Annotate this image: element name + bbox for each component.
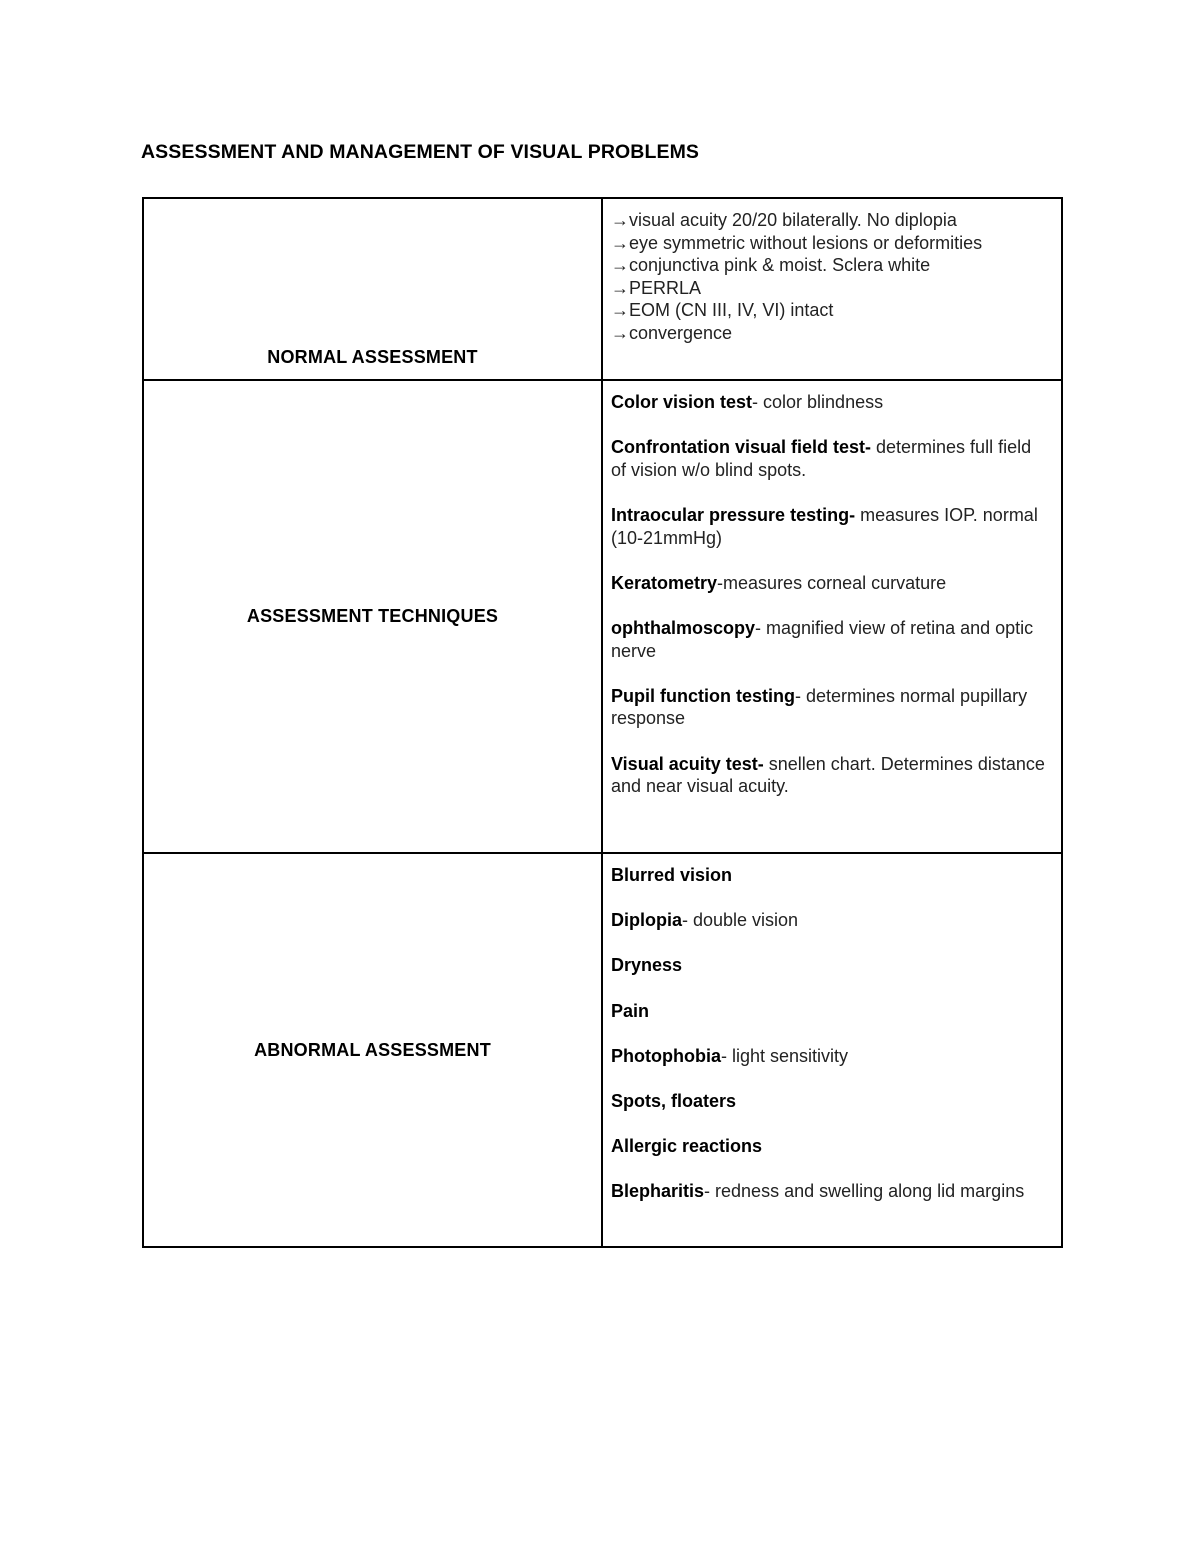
technique-term: Color vision test bbox=[611, 392, 753, 412]
technique-description: - color blindness bbox=[752, 392, 884, 412]
list-item bbox=[611, 504, 1051, 549]
symptom-term: Pain bbox=[611, 1000, 650, 1021]
technique-term: Intraocular pressure testing- bbox=[611, 504, 856, 525]
abnormal-assessment-label: ABNORMAL ASSESSMENT bbox=[143, 853, 602, 1247]
technique-description: snellen chart. Determines distance and near visual acuity. bbox=[611, 753, 1045, 797]
list-item bbox=[611, 753, 1051, 798]
assessment-techniques-content bbox=[602, 380, 1062, 853]
symptom-term: Spots, floaters bbox=[611, 1090, 737, 1111]
abnormal-assessment-content bbox=[602, 853, 1062, 1247]
list-item: →eye symmetric without lesions or deformities bbox=[611, 232, 983, 253]
symptom-term: Allergic reactions bbox=[611, 1136, 763, 1157]
list-item bbox=[611, 617, 1051, 662]
list-item: →PERRLA bbox=[611, 277, 702, 298]
list-item bbox=[611, 1000, 1051, 1023]
technique-description: -measures corneal curvature bbox=[717, 572, 947, 593]
list-item bbox=[611, 1090, 1051, 1113]
list-item bbox=[611, 436, 1051, 481]
technique-term: Visual acuity test- bbox=[611, 753, 764, 774]
list-item: →EOM (CN III, IV, VI) intact bbox=[611, 300, 834, 321]
assessment-table bbox=[142, 197, 1063, 1248]
document-title: ASSESSMENT AND MANAGEMENT OF VISUAL PROBLEMS bbox=[141, 141, 700, 163]
list-item bbox=[611, 391, 1051, 414]
technique-description: determines full field of vision w/o blind spots. bbox=[611, 437, 1032, 480]
table-row bbox=[143, 198, 1062, 380]
normal-assessment-label: NORMAL ASSESSMENT bbox=[143, 198, 602, 380]
symptom-term: Blurred vision bbox=[611, 865, 733, 885]
list-item bbox=[611, 864, 1051, 887]
technique-description: - determines normal pupillary response bbox=[611, 685, 1028, 729]
symptom-term: Photophobia bbox=[611, 1045, 721, 1066]
assessment-techniques-label: ASSESSMENT TECHNIQUES bbox=[143, 380, 602, 853]
symptom-term: Blepharitis bbox=[611, 1181, 705, 1202]
list-item: →conjunctiva pink & moist. Sclera white bbox=[611, 255, 931, 276]
list-item: →convergence bbox=[611, 322, 733, 343]
list-item bbox=[611, 1180, 1051, 1203]
technique-description: measures IOP. normal (10-21mmHg) bbox=[611, 504, 1038, 548]
technique-term: Keratometry bbox=[611, 572, 718, 593]
list-item: →visual acuity 20/20 bilaterally. No diplopia bbox=[611, 210, 957, 230]
normal-assessment-content bbox=[602, 198, 1062, 380]
table-row bbox=[143, 853, 1062, 1247]
symptom-description: - double vision bbox=[682, 910, 799, 931]
list-item bbox=[611, 1135, 1051, 1158]
list-item bbox=[611, 954, 1051, 977]
symptom-description: - light sensitivity bbox=[720, 1045, 849, 1066]
list-item bbox=[611, 1045, 1051, 1068]
list-item bbox=[611, 572, 1051, 595]
list-item bbox=[611, 909, 1051, 932]
technique-description: - magnified view of retina and optic nerve bbox=[611, 617, 1034, 661]
symptom-term: Dryness bbox=[611, 955, 683, 976]
technique-term: Pupil function testing bbox=[611, 685, 795, 706]
table-row bbox=[143, 380, 1062, 853]
list-item bbox=[611, 685, 1051, 730]
symptom-term: Diplopia bbox=[611, 910, 682, 931]
technique-term: ophthalmoscopy bbox=[611, 617, 756, 638]
symptom-description: - redness and swelling along lid margins bbox=[704, 1181, 1025, 1202]
technique-term: Confrontation visual field test- bbox=[611, 437, 872, 458]
